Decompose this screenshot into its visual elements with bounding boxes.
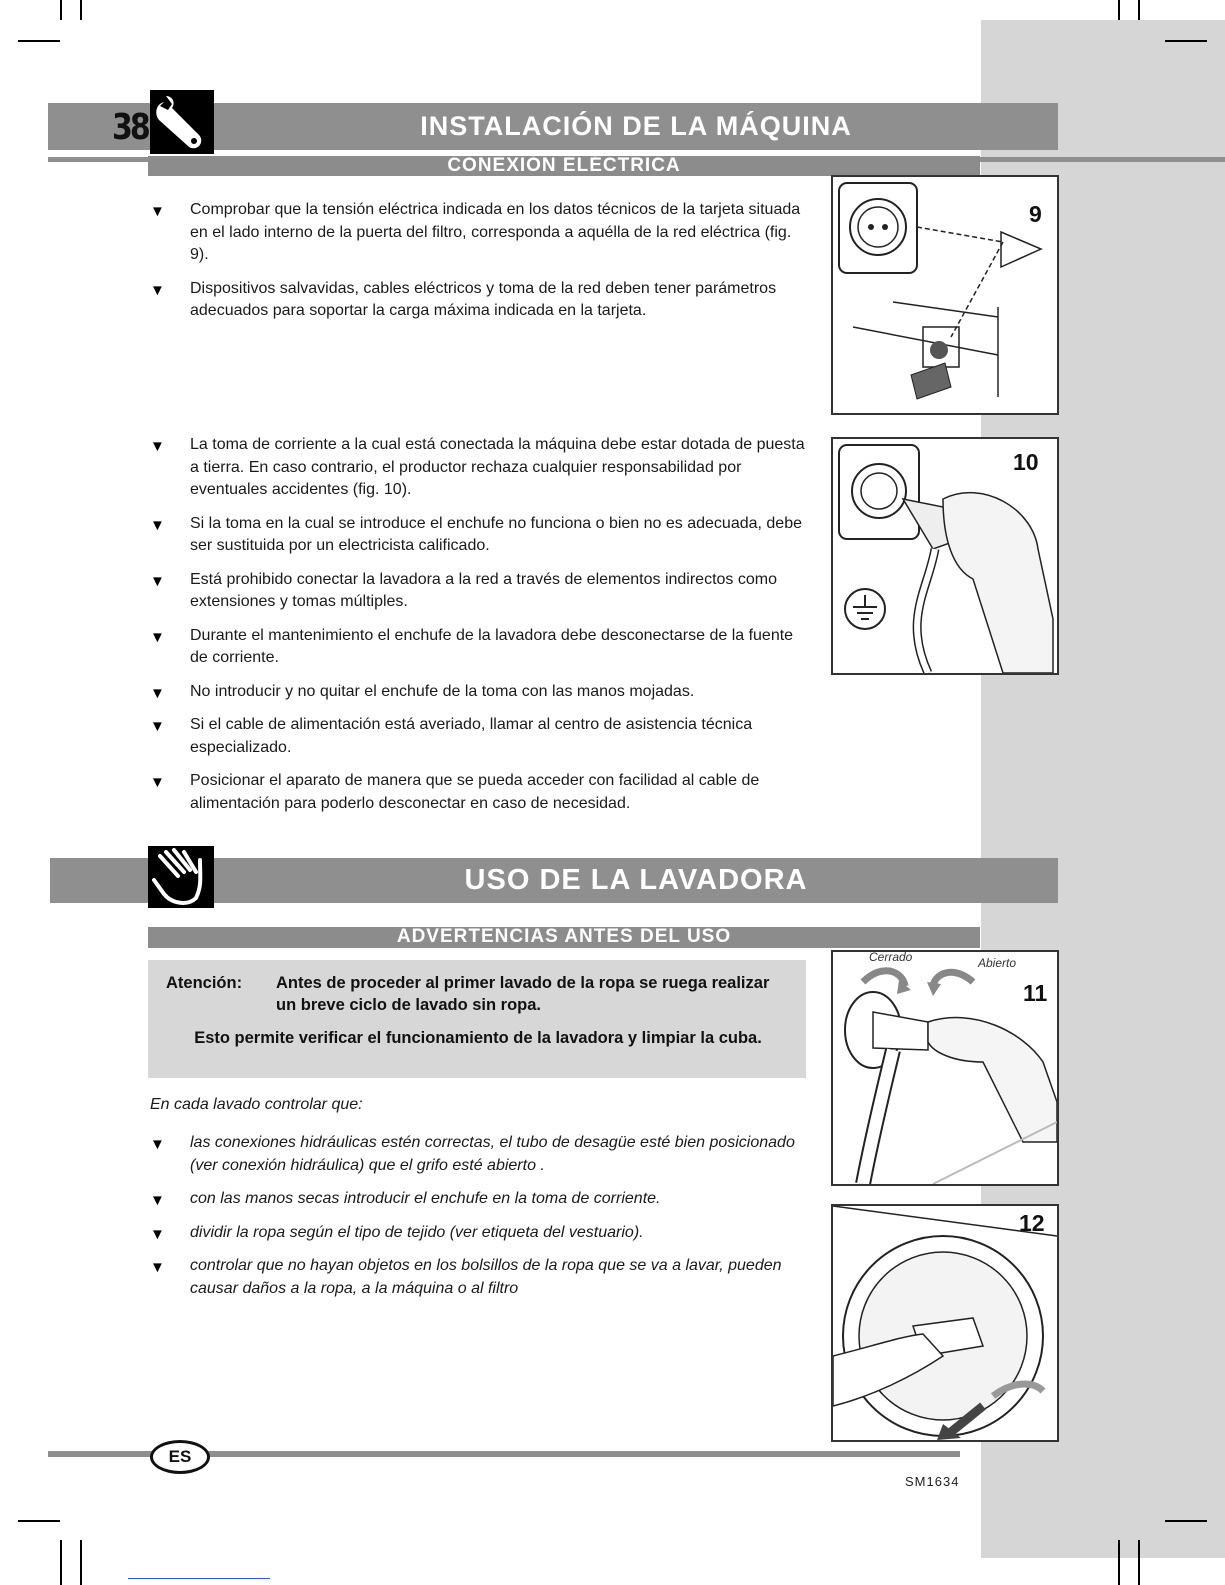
figure-label-open: Abierto <box>978 956 1017 970</box>
list-item: ▼ La toma de corriente a la cual está conectada la máquina debe estar dotada de puesta a tierra. En caso contrario, el productor rechaza cualquier responsabilidad por eventuales accidentes (fig. 10). <box>150 436 805 498</box>
triangle-bullet-icon: ▼ <box>150 203 165 220</box>
figure-number: 9 <box>1029 201 1042 227</box>
list-item: ▼ Está prohibido conectar la lavadora a la red a través de elementos indirectos como extensiones y tomas múltiples. <box>150 570 777 610</box>
triangle-bullet-icon: ▼ <box>150 628 165 646</box>
crop-mark <box>1118 0 1120 20</box>
figure-number: 11 <box>1023 980 1048 1006</box>
page-number: 38 <box>112 106 148 149</box>
section-title: INSTALACIÓN DE LA MÁQUINA <box>420 111 852 141</box>
warning-label: Atención: <box>166 974 243 992</box>
intro-text: En cada lavado controlar que: <box>150 1096 363 1113</box>
triangle-bullet-icon: ▼ <box>150 1225 165 1243</box>
triangle-bullet-icon: ▼ <box>150 718 165 735</box>
triangle-bullet-icon: ▼ <box>150 1136 165 1153</box>
figure-10 <box>831 437 1059 675</box>
triangle-bullet-icon: ▼ <box>150 516 165 534</box>
crop-mark <box>1165 1520 1207 1522</box>
crop-mark <box>18 40 60 42</box>
triangle-bullet-icon: ▼ <box>150 438 165 455</box>
bullet-list-b <box>150 434 810 826</box>
list-item: ▼ Durante el mantenimiento el enchufe de la lavadora debe desconectarse de la fuente de corriente. <box>150 626 794 666</box>
figure-number: 12 <box>1019 1210 1045 1236</box>
figure-number: 10 <box>1013 449 1039 475</box>
warning-text: Antes de proceder al primer lavado de la ropa se ruega realizar un breve ciclo de lavado sin ropa. <box>276 974 770 1014</box>
figure-11 <box>831 950 1059 1186</box>
crop-mark <box>1138 0 1140 20</box>
list-item: ▼ Dispositivos salvavidas, cables eléctricos y toma de la red deben tener parámetros adecuados para soportar la carga máxima indicada en la tarjeta. <box>150 279 777 319</box>
section-subtitle: ADVERTENCIAS ANTES DEL USO <box>148 927 980 948</box>
bullet-list-a <box>150 199 810 334</box>
figure-12 <box>831 1204 1059 1442</box>
list-item: ▼ con las manos secas introducir el enchufe en la toma de corriente. <box>150 1188 810 1211</box>
list-item: ▼ Posicionar el aparato de manera que se pueda acceder con facilidad al cable de alimentación para poderlo desconectar en caso de necesidad. <box>150 772 760 812</box>
wrench-icon <box>150 90 214 154</box>
triangle-bullet-icon: ▼ <box>150 684 165 702</box>
triangle-bullet-icon: ▼ <box>150 281 165 299</box>
figure-9 <box>831 175 1059 415</box>
list-item: ▼ Si el cable de alimentación está averiado, llamar al centro de asistencia técnica especializado. <box>150 716 753 756</box>
list-item: ▼ Comprobar que la tensión eléctrica indicada en los datos técnicos de la tarjeta situada en el lado interno de la puerta del filtro, corresponda a aquélla de la red eléctrica (fig. 9). <box>150 201 801 263</box>
warning-box <box>148 960 806 1078</box>
crop-mark <box>80 0 82 20</box>
crop-mark <box>1165 40 1207 42</box>
crop-mark <box>80 1540 82 1585</box>
section-title: USO DE LA LAVADORA <box>464 864 808 896</box>
warning-note: Esto permite verificar el funcionamiento de la lavadora y limpiar la cuba. <box>194 1029 762 1047</box>
triangle-bullet-icon: ▼ <box>150 1259 165 1276</box>
crop-mark <box>1118 1540 1120 1585</box>
list-item: ▼ dividir la ropa según el tipo de tejido (ver etiqueta del vestuario). <box>150 1222 810 1245</box>
page-code: SM1634 <box>905 1474 960 1489</box>
list-item: ▼ Si la toma en la cual se introduce el enchufe no funciona o bien no es adecuada, debe ser sustituida por un electricista calificado. <box>150 514 802 554</box>
language-badge: ES <box>150 1440 210 1474</box>
bullet-list-c <box>150 1132 810 1311</box>
list-item: ▼ las conexiones hidráulicas estén correctas, el tubo de desagüe esté bien posicionado (ver conexión hidráulica) que el grifo esté abierto . <box>150 1134 795 1174</box>
triangle-bullet-icon: ▼ <box>150 774 165 791</box>
hand-icon <box>148 846 214 908</box>
crop-mark <box>60 1540 62 1585</box>
figure-label-closed: Cerrado <box>869 950 913 964</box>
triangle-bullet-icon: ▼ <box>150 1192 165 1209</box>
link-underline <box>128 1578 270 1579</box>
list-item: ▼ No introducir y no quitar el enchufe de la toma con las manos mojadas. <box>150 681 810 704</box>
section-subtitle: CONEXIÓN ELÉCTRICA <box>148 156 980 176</box>
list-item: ▼ controlar que no hayan objetos en los bolsillos de la ropa que se va a lavar, pueden causar daños a la ropa, a la máquina o al filtro <box>150 1257 782 1297</box>
crop-mark <box>1138 1540 1140 1585</box>
crop-mark <box>18 1520 60 1522</box>
triangle-bullet-icon: ▼ <box>150 572 165 590</box>
crop-mark <box>60 0 62 20</box>
